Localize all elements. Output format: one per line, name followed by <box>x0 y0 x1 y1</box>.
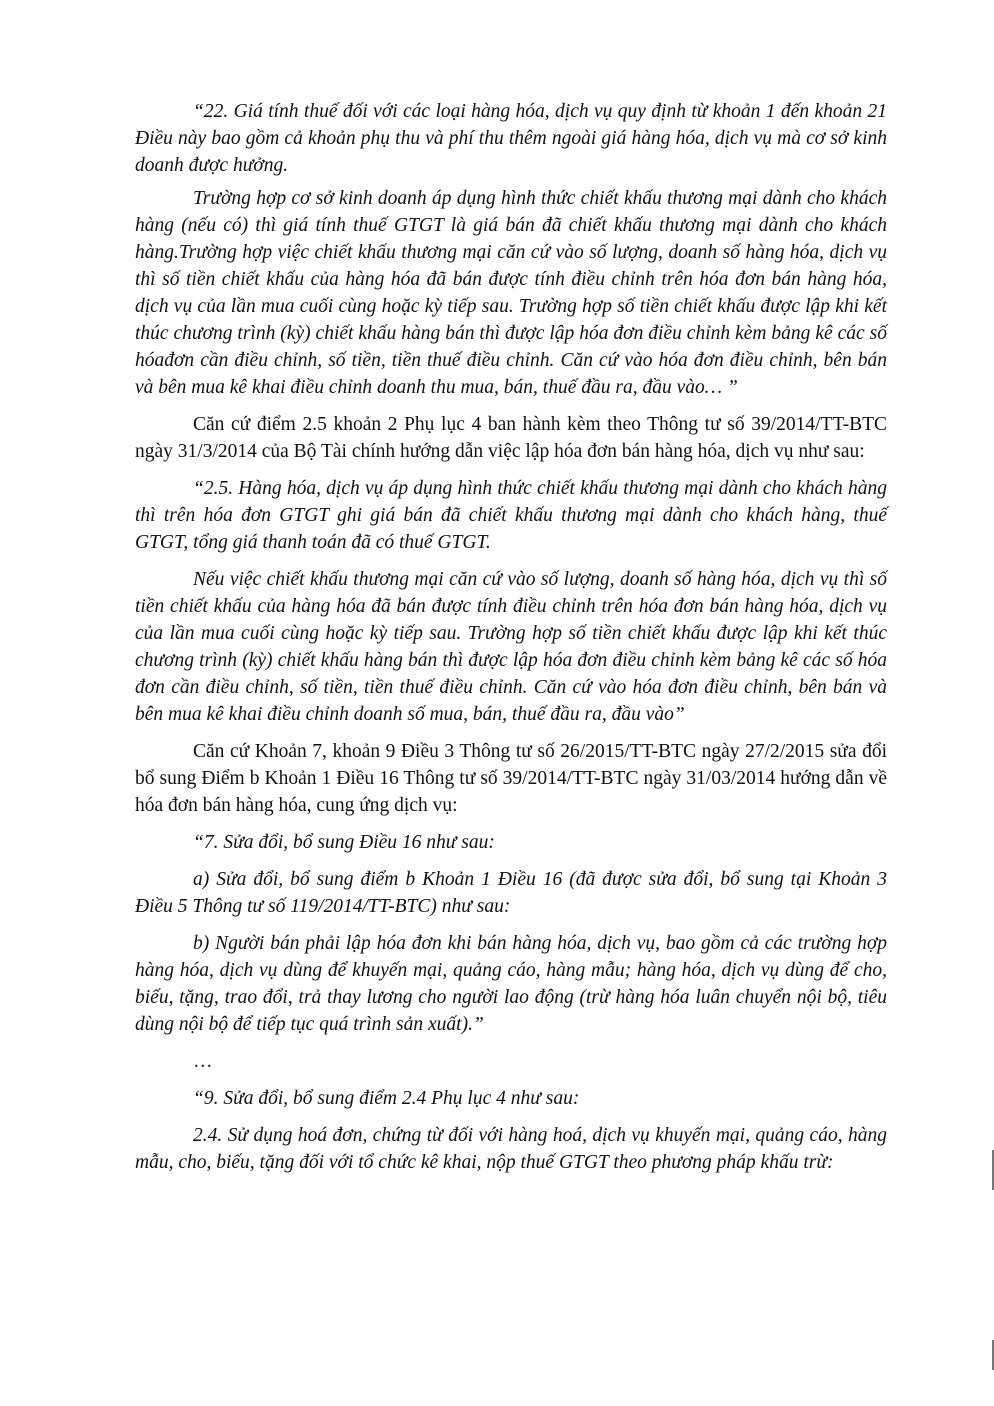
quote-paragraph-2-5: “2.5. Hàng hóa, dịch vụ áp dụng hình thức chiết khấu thương mại dành cho khách hàng thì trên hóa đơn GTGT ghi giá bán đã chiết khấu thương mại dành cho khách hàng, thuế GTGT, tổng giá thanh toán đã có thuế GTGT. <box>135 478 887 553</box>
quote-item-9: “9. Sửa đổi, bổ sung điểm 2.4 Phụ lục 4 như sau: <box>193 1088 580 1109</box>
legal-basis-paragraph: Căn cứ điểm 2.5 khoản 2 Phụ lục 4 ban hành kèm theo Thông tư số 39/2014/TT-BTC ngày 31/3/2014 của Bộ Tài chính hướng dẫn việc lập hóa đơn bán hàng hóa, dịch vụ như sau: <box>135 414 887 462</box>
quote-item-a: a) Sửa đổi, bổ sung điểm b Khoản 1 Điều 16 (đã được sửa đổi, bổ sung tại Khoản 3 Điều 5 Thông tư số 119/2014/TT-BTC) như sau: <box>135 869 887 917</box>
ellipsis: … <box>193 1051 213 1072</box>
quote-paragraph-22: “22. Giá tính thuế đối với các loại hàng hóa, dịch vụ quy định từ khoản 1 đến khoản 21 Điều này bao gồm cả khoản phụ thu và phí thu thêm ngoài giá hàng hóa, dịch vụ mà cơ sở kinh doanh được hưởng. <box>135 101 887 176</box>
legal-basis-paragraph: Căn cứ Khoản 7, khoản 9 Điều 3 Thông tư số 26/2015/TT-BTC ngày 27/2/2015 sửa đổi bổ sung Điểm b Khoản 1 Điều 16 Thông tư số 39/2014/TT-BTC ngày 31/03/2014 hướng dẫn về hóa đơn bán hàng hóa, cung ứng dịch vụ: <box>135 741 887 816</box>
document-body <box>135 98 887 1176</box>
quote-paragraph-discount-adjust: Nếu việc chiết khấu thương mại căn cứ vào số lượng, doanh số hàng hóa, dịch vụ thì số tiền chiết khấu của hàng hóa đã bán được tính điều chỉnh trên hóa đơn bán hàng hóa, dịch vụ của lần mua cuối cùng hoặc kỳ tiếp sau. Trường hợp số tiền chiết khấu được lập khi kết thúc chương trình (kỳ) chiết khấu hàng bán thì được lập hóa đơn điều chỉnh kèm bảng kê các số hóa đơn cần điều chỉnh, số tiền, tiền thuế điều chỉnh. Căn cứ vào hóa đơn điều chỉnh, bên bán và bên mua kê khai điều chỉnh doanh số mua, bán, thuế đầu ra, đầu vào” <box>135 569 887 725</box>
quote-paragraph-discount: Trường hợp cơ sở kinh doanh áp dụng hình thức chiết khấu thương mại dành cho khách hàng (nếu có) thì giá tính thuế GTGT là giá bán đã chiết khấu thương mại dành cho khách hàng.Trường hợp việc chiết khấu thương mại căn cứ vào số lượng, doanh số hàng hóa, dịch vụ thì số tiền chiết khấu của hàng hóa đã bán được tính điều chỉnh trên hóa đơn bán hàng hóa, dịch vụ của lần mua cuối cùng hoặc kỳ tiếp sau. Trường hợp số tiền chiết khấu được lập khi kết thúc chương trình (kỳ) chiết khấu hàng bán thì được lập hóa đơn điều chỉnh kèm bảng kê các số hóađơn cần điều chỉnh, số tiền, tiền thuế điều chỉnh. Căn cứ vào hóa đơn điều chỉnh, bên bán và bên mua kê khai điều chỉnh doanh thu mua, bán, thuế đầu ra, đầu vào… ” <box>135 188 887 398</box>
quote-item-2-4: 2.4. Sử dụng hoá đơn, chứng từ đối với hàng hoá, dịch vụ khuyến mại, quảng cáo, hàng mẫu, cho, biếu, tặng đối với tổ chức kê khai, nộp thuế GTGT theo phương pháp khấu trừ: <box>135 1125 887 1173</box>
quote-item-7: “7. Sửa đổi, bổ sung Điều 16 như sau: <box>193 832 495 853</box>
quote-item-b: b) Người bán phải lập hóa đơn khi bán hàng hóa, dịch vụ, bao gồm cả các trường hợp hàng hóa, dịch vụ dùng để khuyến mại, quảng cáo, hàng mẫu; hàng hóa, dịch vụ dùng để cho, biếu, tặng, trao đổi, trả thay lương cho người lao động (trừ hàng hóa luân chuyển nội bộ, tiêu dùng nội bộ để tiếp tục quá trình sản xuất).” <box>135 933 887 1035</box>
